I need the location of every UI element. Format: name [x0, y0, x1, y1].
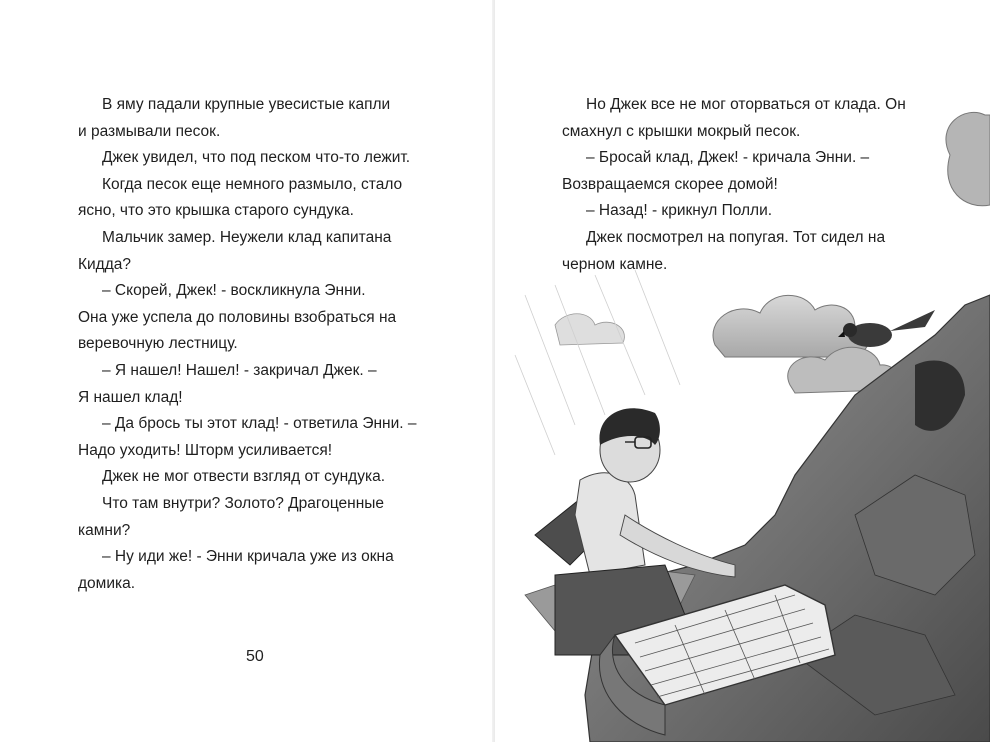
text-line: – Скорей, Джек! - воскликнула Энни. — [102, 282, 366, 300]
text-line: Джек увидел, что под песком что-то лежит. — [102, 149, 411, 167]
text-line: Что там внутри? Золото? Драгоценные — [102, 494, 385, 512]
text-line: домика. — [78, 574, 136, 592]
text-line: Надо уходить! Шторм усиливается! — [78, 441, 333, 459]
text-line: – Да брось ты этот клад! - ответила Энни. – — [102, 415, 417, 433]
text-line: Мальчик замер. Неужели клад капитана — [102, 228, 392, 246]
text-line: Она уже успела до половины взобраться на — [78, 308, 397, 326]
text-line: В яму падали крупные увесистые капли — [102, 96, 391, 113]
text-line: веревочную лестницу. — [78, 335, 238, 353]
text-line: и размывали песок. — [78, 122, 221, 140]
text-line: смахнул с крышки мокрый песок. — [562, 122, 801, 140]
text-line: – Бросай клад, Джек! - кричала Энни. – — [586, 149, 870, 167]
text-line: камни? — [78, 521, 131, 539]
text-line: – Я нашел! Нашел! - закричал Джек. – — [102, 361, 377, 379]
text-line: Но Джек все не мог оторваться от клада. Он — [586, 96, 906, 113]
text-line: Джек посмотрел на попугая. Тот сидел на — [586, 228, 886, 246]
left-page-text — [78, 92, 438, 597]
text-line: – Назад! - крикнул Полли. — [586, 202, 773, 220]
text-line: черном камне. — [562, 255, 668, 273]
text-line: Кидда? — [78, 255, 132, 273]
text-line: Когда песок еще немного размыло, стало — [102, 175, 403, 193]
text-line: – Ну иди же! - Энни кричала уже из окна — [102, 548, 394, 566]
text-line: Возвращаемся скорее домой! — [562, 175, 778, 193]
boy-with-treasure-chest-illustration — [495, 95, 990, 742]
page-number: 50 — [246, 648, 264, 665]
text-line: Я нашел клад! — [78, 388, 183, 406]
text-line: Джек не мог отвести взгляд от сундука. — [102, 468, 386, 486]
text-line: ясно, что это крышка старого сундука. — [78, 202, 354, 220]
